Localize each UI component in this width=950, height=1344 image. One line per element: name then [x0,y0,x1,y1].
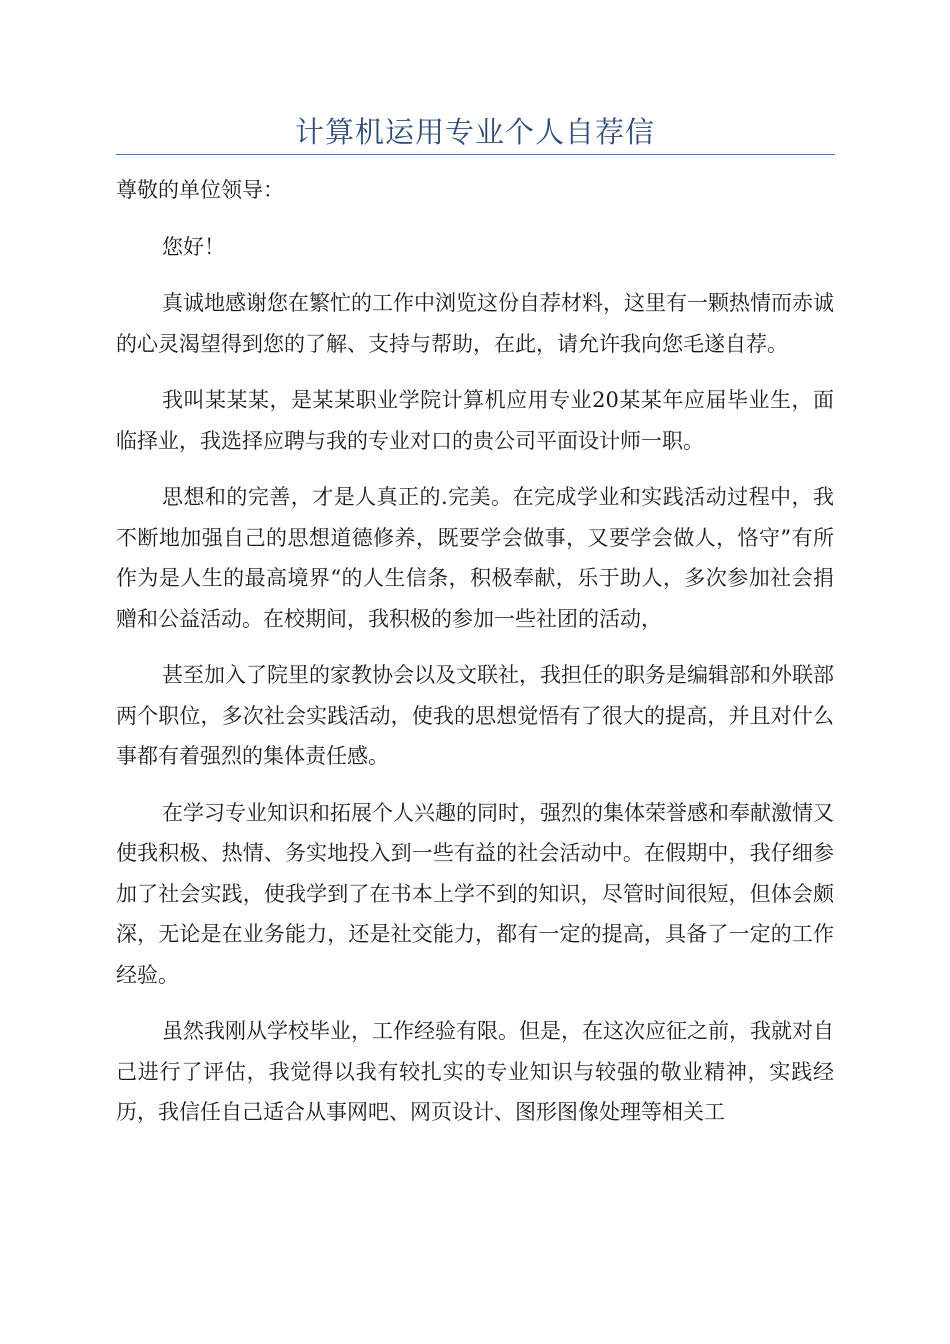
paragraph-2: 我叫某某某，是某某职业学院计算机应用专业20某某年应届毕业生，面临择业，我选择应聘与我的专业对口的贵公司平面设计师一职。 [116,388,834,453]
title-underline [116,154,835,155]
letter-body [116,170,834,1149]
paragraph-4: 甚至加入了院里的家教协会以及文联社，我担任的职务是编辑部和外联部两个职位，多次社会实践活动，使我的思想觉悟有了很大的提高，并且对什么事都有着强烈的集体责任感。 [116,663,834,768]
greeting: 您好！ [162,234,225,259]
paragraph-5: 在学习专业知识和拓展个人兴趣的同时，强烈的集体荣誉感和奉献激情又使我积极、热情、务实地投入到一些有益的社会活动中。在假期中，我仔细参加了社会实践，使我学到了在书本上学不到的知识，尽管时间很短，但体会颇深，无论是在业务能力，还是社交能力，都有一定的提高，具备了一定的工作经验。 [116,800,834,987]
paragraph-6: 虽然我刚从学校毕业，工作经验有限。但是，在这次应征之前，我就对自己进行了评估，我觉得以我有较扎实的专业知识与较强的敬业精神，实践经历，我信任自己适合从事网吧、网页设计、图形图像处理等相关工 [116,1019,834,1124]
document-title: 计算机运用专业个人自荐信 [294,115,655,149]
salutation: 尊敬的单位领导： [116,178,284,202]
paragraph-1: 真诚地感谢您在繁忙的工作中浏览这份自荐材料，这里有一颗热情而赤诚的心灵渴望得到您的了解、支持与帮助，在此，请允许我向您毛遂自荐。 [116,291,834,356]
paragraph-3: 思想和的完善，才是人真正的.完美。在完成学业和实践活动过程中，我不断地加强自己的思想道德修养，既要学会做事，又要学会做人，恪守”有所作为是人生的最高境界“的人生信条，积极奉献，乐于助人，多次参加社会捐赠和公益活动。在校期间，我积极的参加一些社团的活动， [116,485,834,631]
